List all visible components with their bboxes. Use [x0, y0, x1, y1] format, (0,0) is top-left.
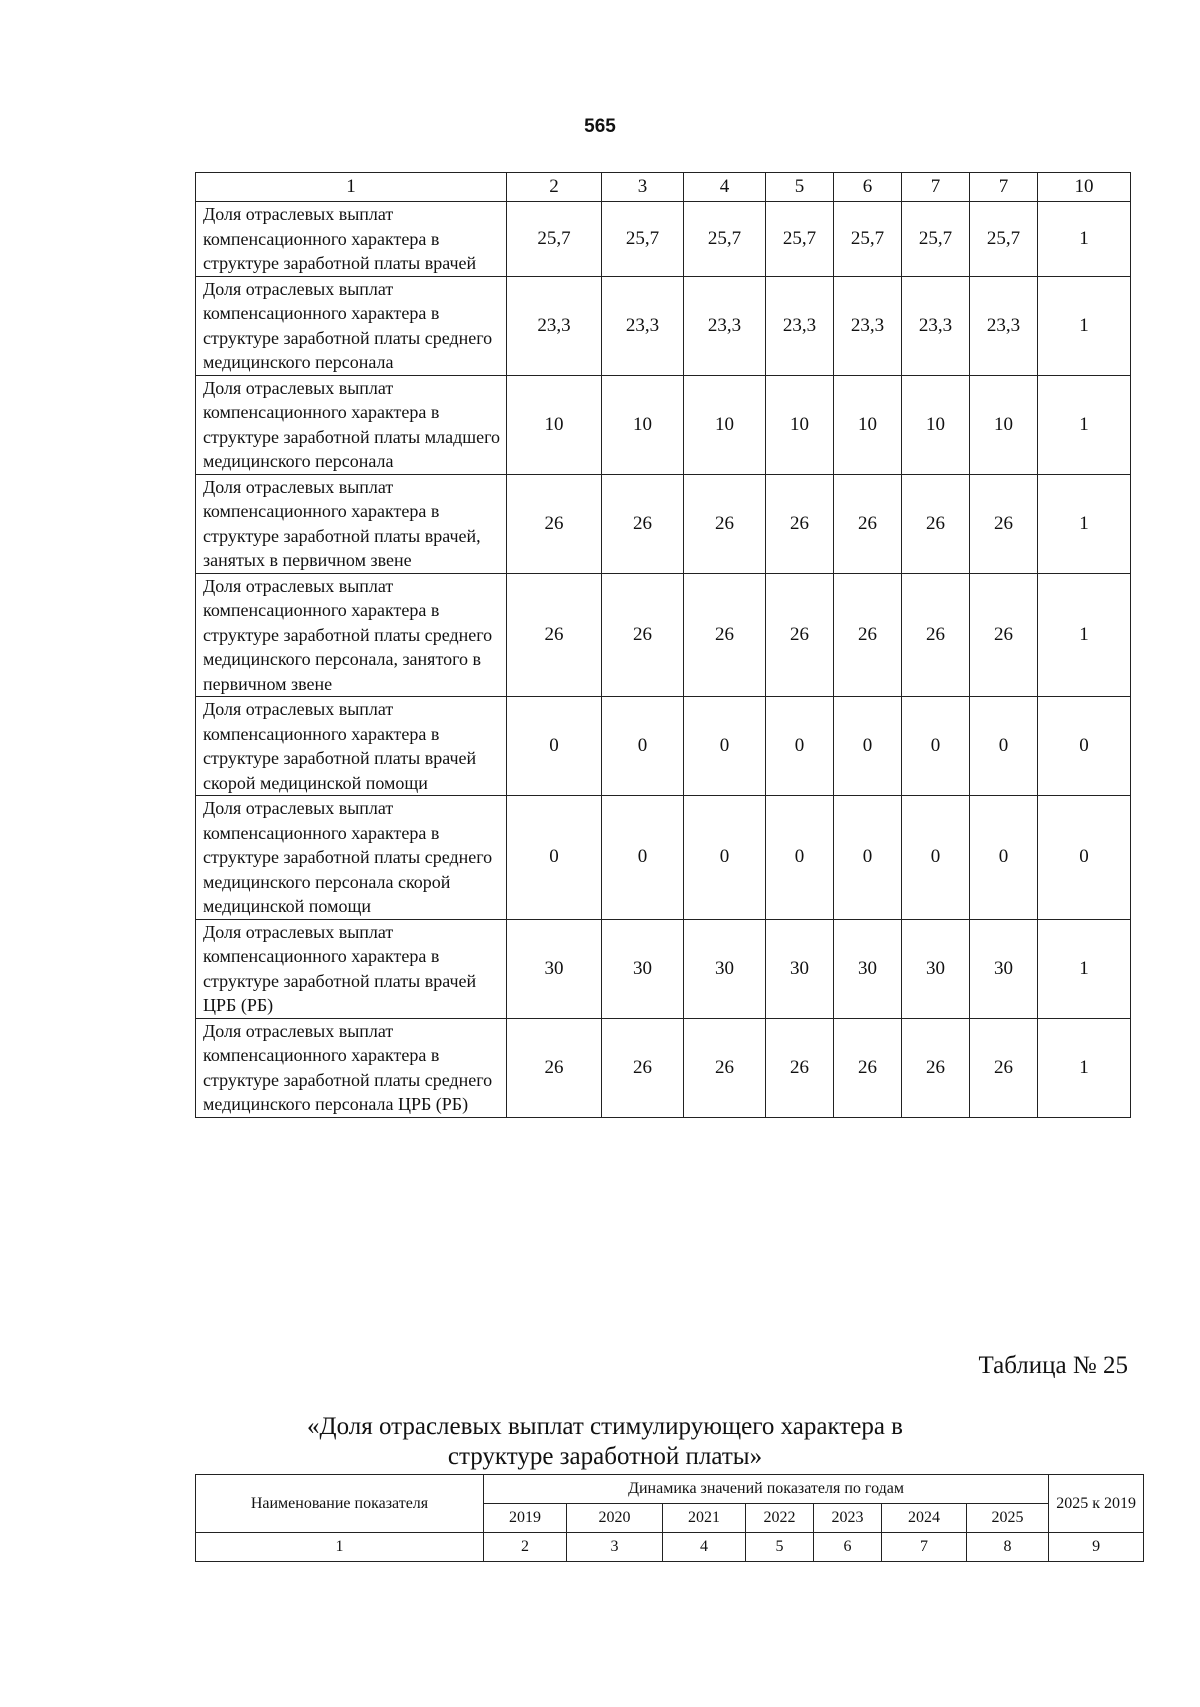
value-cell: 0: [970, 796, 1038, 920]
value-cell: 25,7: [766, 202, 834, 277]
value-cell: 26: [507, 1018, 602, 1117]
value-cell: 23,3: [766, 276, 834, 375]
value-cell: 26: [507, 474, 602, 573]
value-cell: 0: [1038, 796, 1131, 920]
value-cell: 1: [1038, 919, 1131, 1018]
value-cell: 23,3: [970, 276, 1038, 375]
value-cell: 23,3: [834, 276, 902, 375]
value-cell: 10: [834, 375, 902, 474]
column-number: 3: [602, 173, 684, 202]
table-row: [196, 796, 1131, 920]
indicator-name-cell: Доля отраслевых выплат компенсационного характера в структуре заработной платы врачей, занятых в первичном звене: [196, 474, 507, 573]
table-row: [196, 276, 1131, 375]
value-cell: 30: [902, 919, 970, 1018]
column-number: 1: [196, 173, 507, 202]
value-cell: 26: [970, 474, 1038, 573]
indicator-name-cell: Доля отраслевых выплат компенсационного характера в структуре заработной платы среднего медицинского персонала: [196, 276, 507, 375]
value-cell: 30: [507, 919, 602, 1018]
table-title: «Доля отраслевых выплат стимулирующего характера в структуре заработной платы»: [307, 1413, 903, 1470]
value-cell: 0: [507, 697, 602, 796]
year-cell: 2020: [567, 1504, 663, 1533]
indicator-name-cell: Доля отраслевых выплат компенсационного характера в структуре заработной платы врачей скорой медицинской помощи: [196, 697, 507, 796]
table-number: Таблица № 25: [978, 1352, 1128, 1379]
column-number: 2: [507, 173, 602, 202]
value-cell: 25,7: [970, 202, 1038, 277]
column-numbering-row: [196, 173, 1131, 202]
value-cell: 10: [684, 375, 766, 474]
incentive-payments-table: [195, 1474, 1144, 1562]
value-cell: 0: [602, 796, 684, 920]
value-cell: 10: [902, 375, 970, 474]
value-cell: 1: [1038, 375, 1131, 474]
column-number: 1: [196, 1533, 484, 1562]
ratio-header: 2025 к 2019: [1049, 1475, 1144, 1533]
value-cell: 26: [902, 1018, 970, 1117]
value-cell: 10: [766, 375, 834, 474]
value-cell: 26: [902, 573, 970, 697]
value-cell: 0: [834, 796, 902, 920]
value-cell: 1: [1038, 202, 1131, 277]
value-cell: 1: [1038, 474, 1131, 573]
column-numbering-row: [196, 1533, 1144, 1562]
value-cell: 0: [507, 796, 602, 920]
table-row: [196, 474, 1131, 573]
column-number: 2: [484, 1533, 567, 1562]
value-cell: 25,7: [507, 202, 602, 277]
value-cell: 26: [834, 573, 902, 697]
value-cell: 1: [1038, 573, 1131, 697]
column-number: 3: [567, 1533, 663, 1562]
table-row: [196, 202, 1131, 277]
column-number: 7: [882, 1533, 967, 1562]
value-cell: 30: [766, 919, 834, 1018]
value-cell: 26: [902, 474, 970, 573]
value-cell: 30: [834, 919, 902, 1018]
value-cell: 0: [684, 796, 766, 920]
table-header-row: [196, 1475, 1144, 1504]
year-cell: 2023: [814, 1504, 882, 1533]
value-cell: 0: [902, 796, 970, 920]
indicator-name-cell: Доля отраслевых выплат компенсационного характера в структуре заработной платы среднего медицинского персонала, занятого в первичном звене: [196, 573, 507, 697]
column-number: 6: [814, 1533, 882, 1562]
table-row: [196, 573, 1131, 697]
value-cell: 26: [766, 474, 834, 573]
value-cell: 25,7: [602, 202, 684, 277]
value-cell: 1: [1038, 276, 1131, 375]
column-number: 5: [766, 173, 834, 202]
column-number: 7: [970, 173, 1038, 202]
indicator-name-cell: Доля отраслевых выплат компенсационного характера в структуре заработной платы младшего медицинского персонала: [196, 375, 507, 474]
value-cell: 23,3: [507, 276, 602, 375]
value-cell: 26: [602, 573, 684, 697]
value-cell: 1: [1038, 1018, 1131, 1117]
value-cell: 0: [766, 796, 834, 920]
value-cell: 25,7: [902, 202, 970, 277]
value-cell: 25,7: [684, 202, 766, 277]
value-cell: 26: [970, 1018, 1038, 1117]
value-cell: 0: [1038, 697, 1131, 796]
column-number: 4: [684, 173, 766, 202]
year-cell: 2022: [746, 1504, 814, 1533]
column-number: 5: [746, 1533, 814, 1562]
column-number: 4: [663, 1533, 746, 1562]
value-cell: 23,3: [602, 276, 684, 375]
column-number: 7: [902, 173, 970, 202]
value-cell: 26: [602, 1018, 684, 1117]
year-cell: 2024: [882, 1504, 967, 1533]
indicator-name-cell: Доля отраслевых выплат компенсационного характера в структуре заработной платы врачей ЦРБ (РБ): [196, 919, 507, 1018]
value-cell: 26: [684, 573, 766, 697]
year-cell: 2025: [967, 1504, 1049, 1533]
value-cell: 10: [507, 375, 602, 474]
value-cell: 10: [602, 375, 684, 474]
value-cell: 23,3: [684, 276, 766, 375]
compensation-payments-table: [195, 172, 1131, 1118]
value-cell: 0: [834, 697, 902, 796]
value-cell: 30: [684, 919, 766, 1018]
value-cell: 30: [602, 919, 684, 1018]
table-row: [196, 697, 1131, 796]
column-number: 6: [834, 173, 902, 202]
page-number: 565: [584, 116, 616, 137]
table-row: [196, 375, 1131, 474]
value-cell: 26: [684, 474, 766, 573]
table-row: [196, 919, 1131, 1018]
value-cell: 26: [507, 573, 602, 697]
value-cell: 26: [766, 573, 834, 697]
value-cell: 26: [684, 1018, 766, 1117]
value-cell: 0: [902, 697, 970, 796]
indicator-name-cell: Доля отраслевых выплат компенсационного характера в структуре заработной платы среднего медицинского персонала ЦРБ (РБ): [196, 1018, 507, 1117]
value-cell: 26: [970, 573, 1038, 697]
value-cell: 0: [684, 697, 766, 796]
value-cell: 26: [602, 474, 684, 573]
value-cell: 0: [766, 697, 834, 796]
value-cell: 30: [970, 919, 1038, 1018]
dynamics-header: Динамика значений показателя по годам: [484, 1475, 1049, 1504]
column-number: 9: [1049, 1533, 1144, 1562]
value-cell: 26: [834, 474, 902, 573]
value-cell: 25,7: [834, 202, 902, 277]
year-cell: 2021: [663, 1504, 746, 1533]
value-cell: 0: [602, 697, 684, 796]
column-number: 8: [967, 1533, 1049, 1562]
column-number: 10: [1038, 173, 1131, 202]
value-cell: 10: [970, 375, 1038, 474]
value-cell: 26: [834, 1018, 902, 1117]
indicator-name-cell: Доля отраслевых выплат компенсационного характера в структуре заработной платы врачей: [196, 202, 507, 277]
table-row: [196, 1018, 1131, 1117]
value-cell: 26: [766, 1018, 834, 1117]
indicator-name-header: Наименование показателя: [196, 1475, 484, 1533]
value-cell: 0: [970, 697, 1038, 796]
indicator-name-cell: Доля отраслевых выплат компенсационного характера в структуре заработной платы среднего медицинского персонала скорой медицинской помощи: [196, 796, 507, 920]
value-cell: 23,3: [902, 276, 970, 375]
year-cell: 2019: [484, 1504, 567, 1533]
